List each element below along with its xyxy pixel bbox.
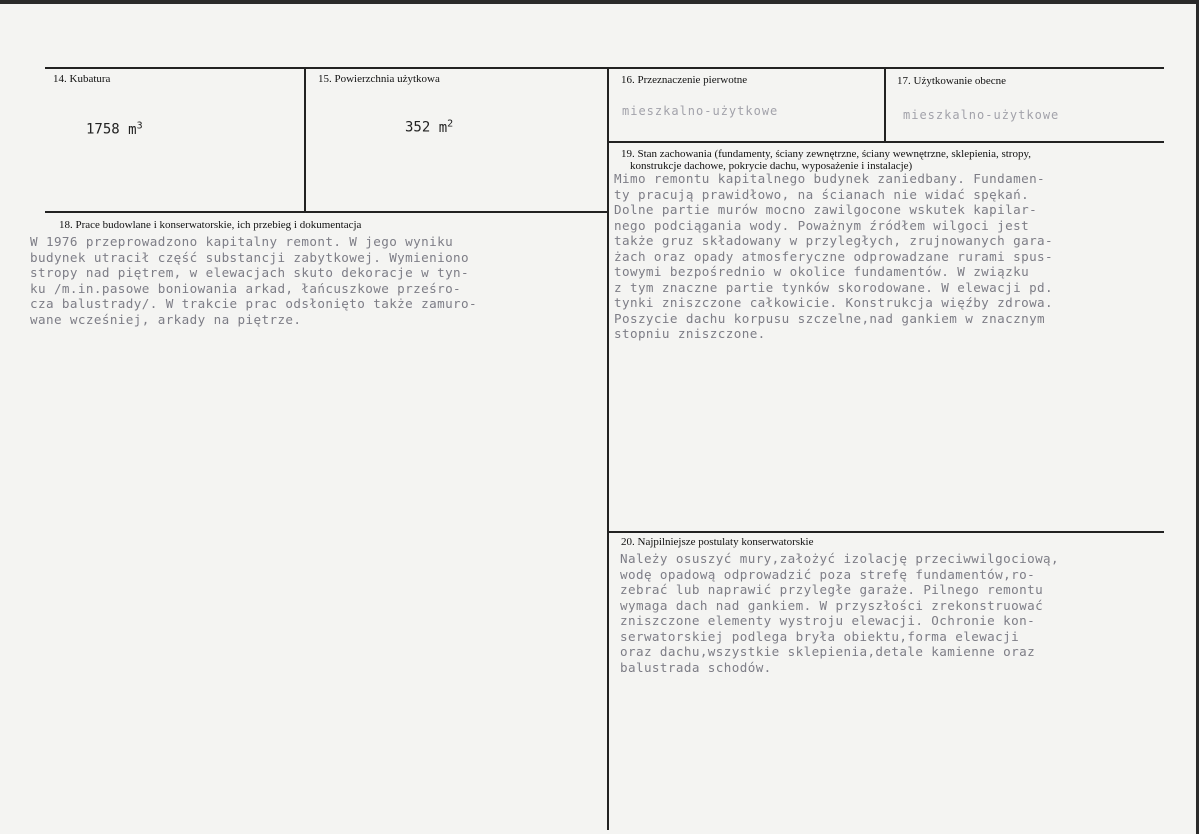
f20-text-line: zebrać lub naprawić przyległe garaże. Pilnego remontu [620,582,1044,597]
f20-text-line: oraz dachu,wszystkie sklepienia,detale kamienne oraz [620,644,1036,659]
field-20-text [620,551,1059,675]
field-18-text [30,234,477,327]
divider-16-17 [884,67,886,141]
rule-above-20 [608,531,1164,533]
rule-under-14-15 [45,211,608,213]
f18-text-line: wane wcześniej, arkady na piętrze. [30,311,302,327]
field-19-label-line1: 19. Stan zachowania (fundamenty, ściany zewnętrzne, ściany wewnętrzne, sklepienia, stropy, [621,148,1032,160]
area-unit: $m^2$ [438,118,454,136]
cubature-number: 1758 [86,121,120,138]
area-number: 352 [405,119,431,136]
divider-14-15 [304,67,306,213]
field-16-label: 16. Przeznaczenie pierwotne [621,74,748,86]
f18-text-line: budynek utracił część substancji zabytkowej. Wymieniono [30,249,470,265]
scan-edge-top [0,0,1199,4]
field-17-label: 17. Użytkowanie obecne [897,75,1007,87]
field-17-value: mieszkalno-użytkowe [903,108,1060,122]
f20-text-line: zniszczone elementy wystroju elewacji. Ochronie kon- [620,613,1036,628]
f19-text-line: także gruz składowany w przyległych, zrujnowanych gara- [614,233,1054,248]
field-14-value [86,120,143,138]
field-19-text [614,171,1053,342]
f19-text-line: ty pracują prawidłowo, na ścianach nie widać spękań. [614,186,1030,202]
divider-left-right [607,67,609,830]
field-15-value [405,118,453,136]
field-18-label: 18. Prace budowlane i konserwatorskie, ich przebieg i dokumentacja [59,219,362,231]
f19-text-line: z tym znaczne partie tynków skorodowane. W elewacji pd. [614,279,1054,295]
top-rule [45,67,1164,69]
f18-text-line: cza balustrady/. W trakcie prac odsłonięto także zamuro- [30,296,477,311]
f19-text-line: tynki zniszczone całkowicie. Konstrukcja więźby zdrowa. [614,295,1054,310]
f19-text-line: Dolne partie murów mocno zawilgocone wskutek kapilar- [614,202,1038,217]
field-19-label-line2: konstrukcje dachowe, pokrycie dachu, wyposażenie i instalacje) [630,160,913,172]
f20-text-line: Należy osuszyć mury,założyć izolację przeciwwilgociową, [620,551,1060,566]
f19-text-line: Poszycie dachu korpusu szczelne,nad gankiem w znacznym [614,310,1046,326]
f19-text-line: żach oraz opady atmosferyczne odprowadzane rurami spus- [614,248,1054,264]
f20-text-line: wodę opadową odprowadzić poza strefę fundamentów,ro- [620,566,1036,582]
f19-text-line: towymi bezpośrednio w okolice fundamentów. W związku [614,264,1030,279]
field-16-value: mieszkalno-użytkowe [622,104,779,118]
f20-text-line: wymaga dach nad gankiem. W przyszłości zrekonstruować [620,597,1044,613]
f18-text-line: W 1976 przeprowadzono kapitalny remont. W jego wyniku [30,234,454,249]
field-20-label: 20. Najpilniejsze postulaty konserwatorskie [621,536,814,548]
field-15-label: 15. Powierzchnia użytkowa [318,73,440,85]
f18-text-line: stropy nad piętrem, w elewacjach skuto dekoracje w tyn- [30,265,470,280]
f20-text-line: balustrada schodów. [620,659,772,675]
field-14-label: 14. Kubatura [53,73,111,85]
f19-text-line: stopniu zniszczone. [614,326,766,341]
f19-text-line: nego podciągania wody. Poważnym źródłem wilgoci jest [614,217,1030,233]
cubature-unit: $m^3$ [128,120,143,138]
f18-text-line: ku /m.in.pasowe boniowania arkad, łańcuszkowe prześro- [30,280,462,296]
f20-text-line: serwatorskiej podlega bryła obiektu,forma elewacji [620,628,1020,644]
f19-text-line: Mimo remontu kapitalnego budynek zaniedbany. Fundamen- [614,171,1046,186]
rule-under-16-17 [608,141,1164,143]
